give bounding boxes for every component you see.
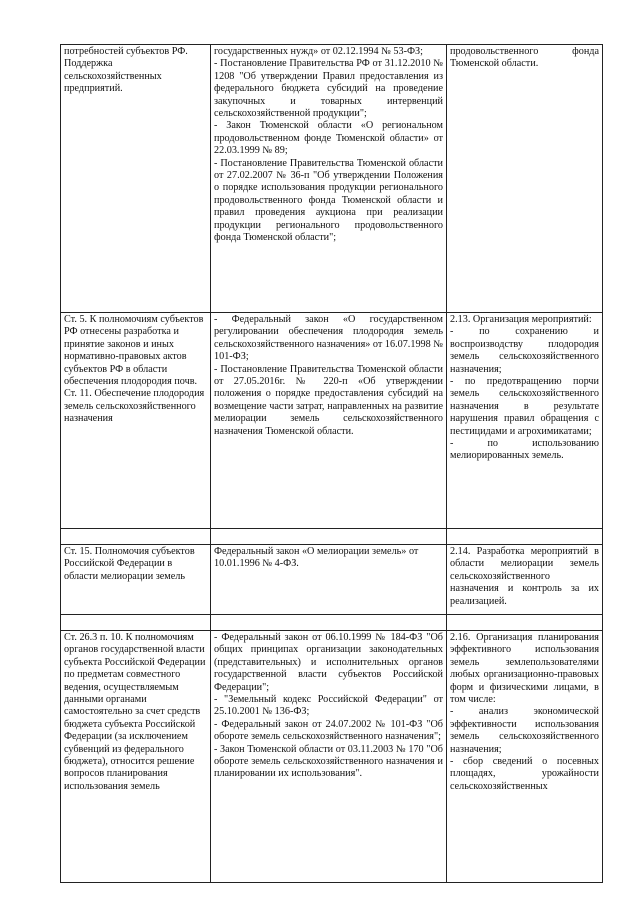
cell-text: Ст. 26.3 п. 10. К полномочиям органов государственной власти субъекта Российской Федерации по предметам совместного ведения, осуществляемым данными органами самостоятельно за счет средств бюджета субъекта Российской Федерации (за исключением субвенций из федерального бюджета), относится решение вопросов планирования использования земель bbox=[64, 632, 206, 792]
table-row bbox=[61, 631, 603, 883]
cell-text: - анализ экономической эффективности использования земель сельскохозяйственного назначения; bbox=[450, 706, 599, 755]
cell-text: - Федеральный закон «О государственном регулировании обеспечения плодородия земель сельскохозяйственного назначения» от 16.07.1998 № 101-ФЗ; bbox=[214, 314, 443, 363]
measures-cell bbox=[447, 45, 603, 313]
legal-basis-cell bbox=[211, 631, 447, 883]
measures-cell bbox=[447, 313, 603, 529]
measures-cell bbox=[447, 545, 603, 615]
cell-text: - сбор сведений о посевных площадях, урожайности сельскохозяйственных bbox=[450, 756, 599, 792]
measures-cell bbox=[447, 631, 603, 883]
cell-text: - по использованию мелиорированных земель. bbox=[450, 438, 599, 462]
legal-table bbox=[60, 44, 603, 883]
table-row bbox=[61, 545, 603, 615]
legal-basis-cell bbox=[211, 313, 447, 529]
cell-text: - по предотвращению порчи земель сельскохозяйственного назначения в результате нарушения правил обращения с пестицидами и агрохимикатами; bbox=[450, 376, 599, 437]
cell-text: потребностей субъектов РФ. bbox=[64, 46, 188, 57]
cell-text: Ст. 11. Обеспечение плодородия земель сельскохозяйственного назначения bbox=[64, 388, 205, 425]
cell-text: продовольственного фонда Тюменской области. bbox=[450, 46, 599, 70]
authority-cell bbox=[61, 45, 211, 313]
cell-text: 2.13. Организация мероприятий: bbox=[450, 314, 592, 325]
table-spacer bbox=[61, 615, 603, 631]
cell-text: Поддержка сельскохозяйственных предприятий. bbox=[64, 58, 162, 95]
cell-text: 2.14. Разработка мероприятий в области мелиорации земель сельскохозяйственного назначения и контроль за их реализацией. bbox=[450, 546, 599, 607]
cell-text: Ст. 15. Полномочия субъектов Российской Федерации в области мелиорации земель bbox=[64, 546, 195, 582]
cell-text: Ст. 5. К полномочиям субъектов РФ отнесены разработка и принятие законов и иных нормативно-правовых актов субъектов РФ в области обеспечения плодородия почв. bbox=[64, 314, 204, 388]
cell-text: - Федеральный закон от 06.10.1999 № 184-ФЗ "Об общих принципах организации законодательных (представительных) и исполнительных органов государственной власти субъектов Российской Федерации"; bbox=[214, 632, 443, 693]
table-row bbox=[61, 45, 603, 313]
authority-cell bbox=[61, 313, 211, 529]
legal-basis-cell bbox=[211, 545, 447, 615]
table-spacer bbox=[61, 529, 603, 545]
legal-basis-cell bbox=[211, 45, 447, 313]
cell-text: - Постановление Правительства Тюменской области от 27.05.2016г. № 220-п «Об утверждении положения о порядке предоставления субсидий на возмещение части затрат, направленных на развитие мелиорации земель сельскохозяйственного назначения Тюменской области. bbox=[214, 363, 443, 437]
table-row bbox=[61, 313, 603, 529]
cell-text: - Федеральный закон от 24.07.2002 № 101-ФЗ "Об обороте земель сельскохозяйственного назначения"; bbox=[214, 718, 443, 743]
authority-cell bbox=[61, 631, 211, 883]
cell-text: - Закон Тюменской области от 03.11.2003 № 170 "Об обороте земель сельскохозяйственного назначения и планировании их использования". bbox=[214, 743, 443, 780]
cell-text: - "Земельный кодекс Российской Федерации" от 25.10.2001 № 136-ФЗ; bbox=[214, 694, 443, 718]
cell-text: - Постановление Правительства Тюменской области от 27.02.2007 № 36-п "Об утверждении Положения о порядке использования продукции регионального продовольственного фонда Тюменской области и правил проведения аукциона при реализации продукции регионального продовольственного фонда Тюменской области"; bbox=[214, 157, 443, 244]
cell-text: - Закон Тюменской области «О региональном продовольственном фонде Тюменской области» от 22.03.1999 № 89; bbox=[214, 120, 443, 157]
cell-text: Федеральный закон «О мелиорации земель» от 10.01.1996 № 4-ФЗ. bbox=[214, 546, 419, 570]
cell-text: - по сохранению и воспроизводству плодородия земель сельскохозяйственного назначения; bbox=[450, 326, 599, 375]
cell-text: 2.16. Организация планирования эффективного использования земель землепользователями любых организационно-правовых форм и физическими лицами, в том числе: bbox=[450, 632, 599, 706]
cell-text: государственных нужд» от 02.12.1994 № 53-ФЗ; bbox=[214, 46, 423, 57]
authority-cell bbox=[61, 545, 211, 615]
cell-text: - Постановление Правительства РФ от 31.12.2010 № 1208 "Об утверждении Правил предоставления из федерального бюджета субсидий на проведение закупочных и товарных интервенций сельскохозяйственной продукции"; bbox=[214, 58, 443, 120]
